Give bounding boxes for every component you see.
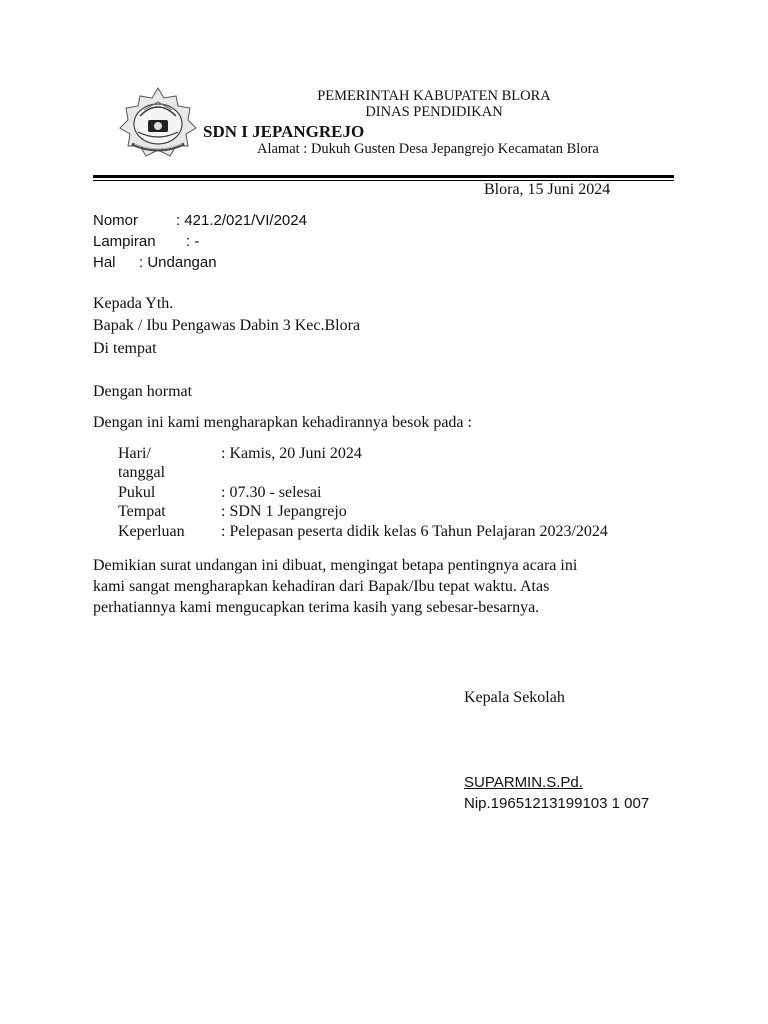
meta-value-nomor: : 421.2/021/VI/2024 — [176, 212, 307, 229]
place-date: Blora, 15 Juni 2024 — [484, 181, 611, 198]
closing-line-3: perhatiannya kami mengucapkan terima kasih yang sebesar-besarnya. — [93, 599, 540, 616]
department-line: DINAS PENDIDIKAN — [365, 104, 503, 120]
detail-value-date: : Kamis, 20 Juni 2024 — [221, 445, 362, 462]
detail-label-date-2: tanggal — [118, 464, 166, 481]
detail-value-place: : SDN 1 Jepangrejo — [221, 503, 347, 520]
recipient-line-1: Kepada Yth. — [93, 295, 174, 312]
detail-label-place: Tempat — [118, 503, 166, 520]
signatory-title: Kepala Sekolah — [464, 689, 565, 706]
detail-label-date: Hari/ — [118, 445, 151, 462]
signatory-name: SUPARMIN.S.Pd. — [464, 774, 583, 791]
meta-value-lampiran: : - — [186, 233, 200, 250]
detail-label-time: Pukul — [118, 484, 156, 501]
meta-value-hal: : Undangan — [139, 254, 217, 271]
letterhead-rule-thick — [93, 175, 674, 178]
school-name: SDN I JEPANGREJO — [203, 122, 365, 141]
closing-line-1: Demikian surat undangan ini dibuat, mengingat betapa pentingnya acara ini — [93, 557, 578, 574]
meta-label-hal: Hal — [93, 254, 116, 271]
meta-label-lampiran: Lampiran — [93, 233, 156, 250]
recipient-line-3: Di tempat — [93, 340, 157, 357]
detail-value-purpose: : Pelepasan peserta didik kelas 6 Tahun Pelajaran 2023/2024 — [221, 523, 608, 540]
detail-label-purpose: Keperluan — [118, 523, 185, 540]
intro-text: Dengan ini kami mengharapkan kehadirannya besok pada : — [93, 414, 472, 431]
signatory-nip: Nip.19651213199103 1 007 — [464, 795, 650, 812]
detail-value-time: : 07.30 - selesai — [221, 484, 322, 501]
recipient-line-2: Bapak / Ibu Pengawas Dabin 3 Kec.Blora — [93, 317, 361, 334]
greeting: Dengan hormat — [93, 383, 193, 400]
meta-label-nomor: Nomor — [93, 212, 139, 229]
school-address: Alamat : Dukuh Gusten Desa Jepangrejo Kecamatan Blora — [257, 141, 599, 157]
closing-line-2: kami sangat mengharapkan kehadiran dari Bapak/Ibu tepat waktu. Atas — [93, 578, 550, 595]
government-line: PEMERINTAH KABUPATEN BLORA — [317, 88, 551, 104]
